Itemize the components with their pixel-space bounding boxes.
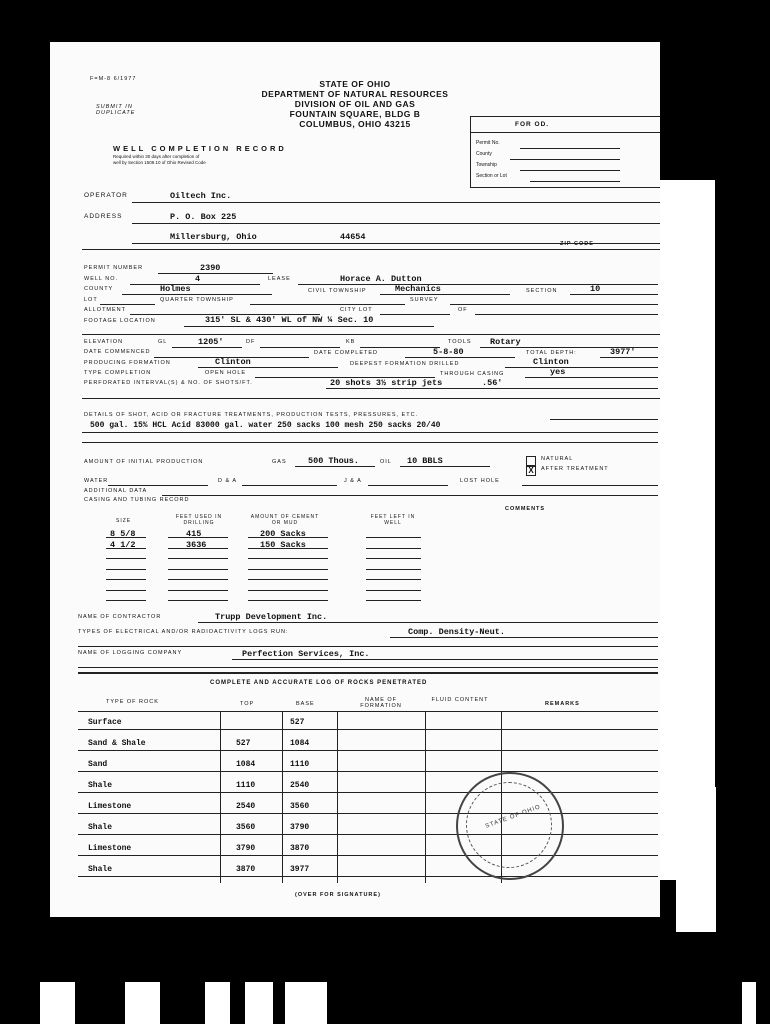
logs-run-value: Comp. Density-Neut.: [408, 627, 505, 637]
quarter-township-label: QUARTER TOWNSHIP: [160, 297, 234, 303]
casing-size: 8 5/8: [110, 529, 136, 539]
zip-value: 44654: [340, 232, 366, 242]
perforated-label: PERFORATED INTERVAL(S) & NO. OF SHOTS/FT.: [84, 380, 253, 386]
header-line-4: FOUNTAIN SQUARE, BLDG B: [289, 109, 421, 119]
initial-production-label: AMOUNT OF INITIAL PRODUCTION: [84, 459, 204, 465]
deepest-formation-label: DEEPEST FORMATION DRILLED: [350, 361, 460, 367]
rock-type: Sand & Shale: [88, 739, 146, 748]
operator-label: OPERATOR: [84, 192, 128, 199]
treatment-label: DETAILS OF SHOT, ACID OR FRACTURE TREATMENTS, PRODUCTION TESTS, PRESSURES, ETC.: [84, 412, 419, 418]
total-depth-value: 3977': [610, 347, 636, 357]
rock-base: 3870: [290, 844, 310, 853]
rock-top: 3790: [236, 844, 256, 853]
oil-value: 10 BBLS: [407, 456, 443, 466]
rock-base: 1084: [290, 739, 310, 748]
footage-label: FOOTAGE LOCATION: [84, 318, 156, 324]
county-field-label: COUNTY: [84, 286, 114, 292]
through-casing-value: yes: [550, 367, 566, 377]
after-treatment-checkbox[interactable]: X: [526, 466, 536, 476]
lot-label: LOT: [84, 297, 98, 303]
log-col-base: BASE: [296, 701, 315, 707]
city-lot-label: CITY LOT: [340, 307, 373, 313]
section-lot-label: Section or Lot: [476, 173, 507, 179]
section-label: SECTION: [526, 288, 558, 294]
casing-record-label: CASING AND TUBING RECORD: [84, 497, 190, 503]
footer-note: (OVER FOR SIGNATURE): [295, 892, 381, 898]
scan-bar: [742, 982, 756, 1024]
gas-label: GAS: [272, 459, 287, 465]
rock-top: 3560: [236, 823, 256, 832]
logs-run-label: TYPES OF ELECTRICAL AND/OR RADIOACTIVITY LOGS RUN:: [78, 629, 289, 635]
scan-edge-strip: [676, 787, 716, 932]
log-col-remarks: REMARKS: [545, 701, 580, 707]
state-seal-inner: [466, 782, 552, 868]
rock-base: 2540: [290, 781, 310, 790]
open-hole-label: OPEN HOLE: [205, 370, 247, 376]
rock-type: Shale: [88, 823, 113, 832]
civil-township-value: Mechanics: [395, 284, 441, 294]
operator-value: Oiltech Inc.: [170, 191, 232, 201]
perforated-value: 20 shots 3½ strip jets: [330, 378, 443, 388]
after-treatment-label: AFTER TREATMENT: [541, 466, 609, 472]
rock-base: 3790: [290, 823, 310, 832]
casing-feet: 3636: [186, 540, 207, 550]
casing-col-feet: FEET USED IN DRILLING: [175, 514, 223, 526]
rock-type: Shale: [88, 865, 113, 874]
treatment-value: 500 gal. 15% HCL Acid 83000 gal. water 250 sacks 100 mesh 250 sacks 20/40: [90, 421, 441, 430]
logging-company-label: NAME OF LOGGING COMPANY: [78, 650, 183, 656]
casing-col-size: SIZE: [116, 518, 132, 524]
address-line-2: Millersburg, Ohio: [170, 232, 257, 242]
rock-base: 1110: [290, 760, 310, 769]
through-casing-label: THROUGH CASING: [440, 371, 505, 377]
elevation-label: ELEVATION: [84, 339, 124, 345]
township-label: Township: [476, 162, 497, 168]
tools-value: Rotary: [490, 337, 521, 347]
kb-label: KB: [346, 339, 356, 345]
df-label: DF: [246, 339, 256, 345]
rock-base: 527: [290, 718, 305, 727]
zip-label: ZIP CODE: [560, 241, 594, 247]
casing-cement: 150 Sacks: [260, 540, 306, 550]
date-completed-label: DATE COMPLETED: [314, 350, 379, 356]
of-label: OF: [458, 307, 468, 313]
log-title: COMPLETE AND ACCURATE LOG OF ROCKS PENETRATED: [210, 680, 428, 686]
permit-value: 2390: [200, 263, 221, 273]
additional-data-label: ADDITIONAL DATA: [84, 488, 148, 494]
water-label: WATER: [84, 478, 109, 484]
type-completion-label: TYPE COMPLETION: [84, 370, 152, 376]
log-col-rock: TYPE OF ROCK: [106, 699, 159, 705]
scan-edge-strip: [655, 180, 715, 880]
casing-col-cement: AMOUNT OF CEMENT OR MUD: [250, 514, 320, 526]
contractor-value: Trupp Development Inc.: [215, 612, 328, 622]
comments-label: COMMENTS: [505, 506, 546, 512]
rock-top: 1110: [236, 781, 256, 790]
permit-no-label: Permit No.: [476, 140, 500, 146]
scan-bar: [205, 982, 230, 1024]
scan-bar: [40, 982, 75, 1024]
gas-value: 500 Thous.: [308, 456, 360, 466]
instructions-1: Required within 30 days after completion of: [113, 154, 200, 159]
date-commenced-label: DATE COMMENCED: [84, 349, 151, 355]
casing-cement: 200 Sacks: [260, 529, 306, 539]
well-no-value: 4: [195, 274, 201, 284]
civil-township-label: CIVIL TOWNSHIP: [308, 288, 367, 294]
well-completion-form: [50, 42, 660, 917]
rock-top: 3870: [236, 865, 256, 874]
header-line-3: DIVISION OF OIL AND GAS: [294, 99, 416, 109]
form-number: F=M-8 6/1977: [90, 76, 137, 82]
rock-type: Surface: [88, 718, 122, 727]
tools-label: TOOLS: [448, 339, 472, 345]
scan-bar: [125, 982, 160, 1024]
producing-formation-value: Clinton: [215, 357, 251, 367]
footage-value: 315' SL & 430' WL of NW ¼ Sec. 10: [205, 315, 374, 325]
rock-type: Limestone: [88, 844, 132, 853]
logging-company-value: Perfection Services, Inc.: [242, 649, 370, 659]
total-depth-label: TOTAL DEPTH:: [526, 350, 577, 356]
gl-label: GL: [158, 339, 168, 345]
contractor-label: NAME OF CONTRACTOR: [78, 614, 162, 620]
casing-size: 4 1/2: [110, 540, 136, 550]
elevation-value: 1205': [198, 337, 224, 347]
section-value: 10: [590, 284, 601, 294]
casing-feet: 415: [186, 529, 202, 539]
rock-base: 3977: [290, 865, 310, 874]
scan-bar: [245, 982, 273, 1024]
survey-label: SURVEY: [410, 297, 439, 303]
rock-top: 2540: [236, 802, 256, 811]
state-seal-text: STATE OF OHIO: [484, 804, 542, 830]
log-col-top: TOP: [240, 701, 255, 707]
d-a-label: D & A: [218, 478, 238, 484]
lost-hole-label: LOST HOLE: [460, 478, 500, 484]
form-title: WELL COMPLETION RECORD: [113, 144, 287, 153]
address-label: ADDRESS: [84, 213, 123, 220]
scan-bar: [285, 982, 327, 1024]
header-line-5: COLUMBUS, OHIO 43215: [299, 119, 411, 129]
natural-checkbox[interactable]: [526, 456, 536, 466]
header-line-1: STATE OF OHIO: [319, 79, 391, 89]
rock-base: 3560: [290, 802, 310, 811]
county-value: Holmes: [160, 284, 191, 294]
log-col-fluid: FLUID CONTENT: [431, 697, 489, 703]
well-no-label: WELL NO.: [84, 276, 119, 282]
oil-label: OIL: [380, 459, 392, 465]
lease-label: LEASE: [268, 276, 291, 282]
submit-note: SUBMIT IN DUPLICATE: [96, 104, 136, 116]
deepest-formation-value: Clinton: [533, 357, 569, 367]
for-office-heading: FOR OD.: [515, 121, 550, 128]
casing-col-left: FEET LEFT IN WELL: [370, 514, 416, 526]
perforated-length: .56': [482, 378, 503, 388]
j-a-label: J & A: [344, 478, 362, 484]
address-line-1: P. O. Box 225: [170, 212, 237, 222]
rock-top: 1084: [236, 760, 256, 769]
log-col-formation: NAME OF FORMATION: [360, 697, 402, 709]
rock-type: Shale: [88, 781, 113, 790]
producing-formation-label: PRODUCING FORMATION: [84, 360, 171, 366]
permit-label: PERMIT NUMBER: [84, 265, 144, 271]
instructions-2: well by Section 1509.10 of Ohio Revised Code: [113, 160, 206, 165]
lease-value: Horace A. Dutton: [340, 274, 422, 284]
date-completed-value: 5-8-80: [433, 347, 464, 357]
natural-label: NATURAL: [541, 456, 574, 462]
rock-type: Sand: [88, 760, 108, 769]
header-line-2: DEPARTMENT OF NATURAL RESOURCES: [261, 89, 449, 99]
rock-type: Limestone: [88, 802, 132, 811]
allotment-label: ALLOTMENT: [84, 307, 127, 313]
county-label: County: [476, 151, 492, 157]
rock-top: 527: [236, 739, 251, 748]
